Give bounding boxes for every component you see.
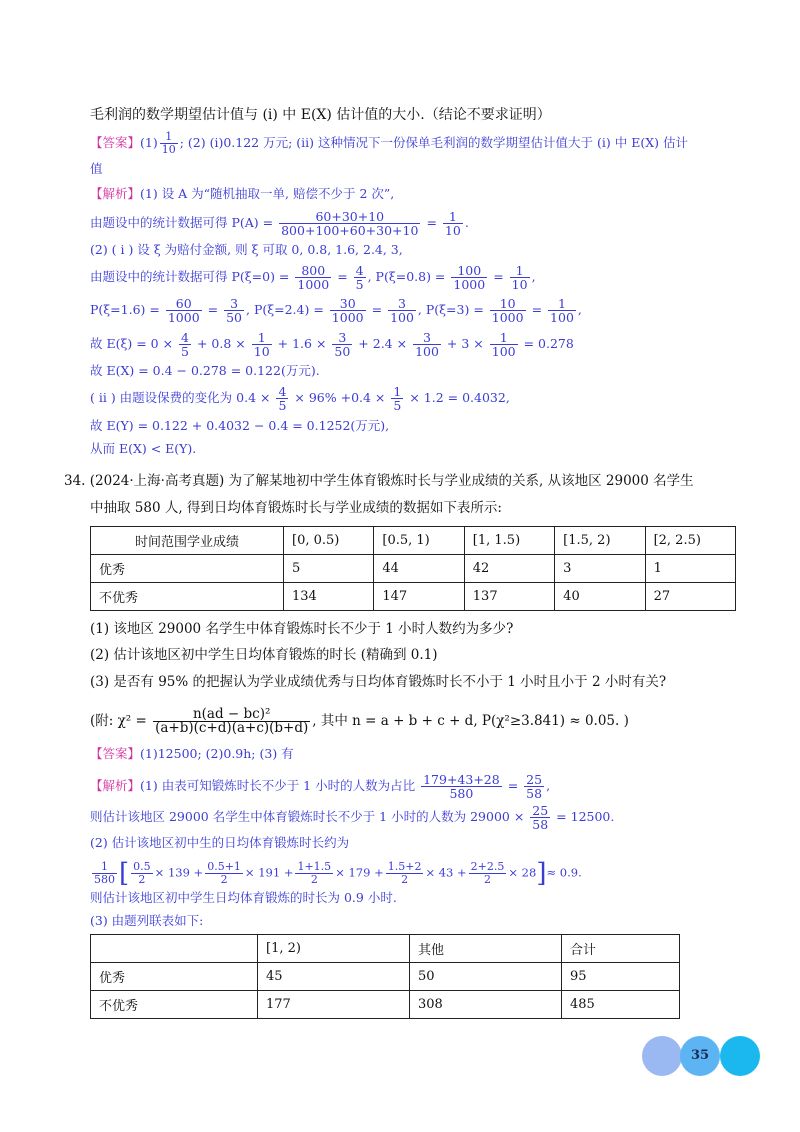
chi-square-reference: (附: χ² = $\frac{\text{n(ad − bc)²}}{(a+b)(c+d)(a+c)(b+d)}$ , 其中 n = a + b + c + d, P(χ²≥3.841) ≈ 0.05. ) [90, 706, 629, 736]
fraction: $\frac{1}{100}$ [491, 330, 516, 359]
solution-line-2: 由题设中的统计数据可得 P(A) = $\frac{60+30+10}{800+100+60+30+10}$ = $\frac{1}{10}$ . [90, 209, 469, 238]
table-header-cell: [1.5, 2) [555, 527, 645, 555]
answer-continuation: 值 [90, 161, 103, 176]
solution-line-8: ( ii ) 由题设保费的变化为 0.4 × $\frac{4}{5}$ × 96% +0.4 × $\frac{1}{5}$ × 1.2 = 0.4032, [90, 384, 510, 413]
solution-line-9: 故 E(Y) = 0.122 + 0.4032 − 0.4 = 0.1252(万元), [90, 418, 390, 433]
fraction: $\frac{4}{5}$ [278, 384, 287, 413]
page-number: 35 [680, 1036, 720, 1076]
table-cell: 308 [410, 991, 562, 1019]
table-cell: 不优秀 [91, 583, 284, 611]
fraction: $\frac{60+30+10}{800+100+60+30+10}$ [281, 209, 419, 238]
table-cell: 1 [645, 555, 735, 583]
solution-line-4: $\frac{1}{580}$ [ $\frac{0.5}{2}$ × 139 + $\frac{0.5+1}{2}$ × 191 + $\frac{1+1.5}{2}$ × 179 + $\frac{1.5+2}{2}$ × 43 + $\frac{2+2.5}{2}$ × 28]≈ 0.9. [94, 858, 582, 889]
fraction: $\frac{25}{58}$ [526, 772, 543, 801]
table-cell: 不优秀 [91, 991, 258, 1019]
fraction: $\frac{1.5+2}{2}$ [387, 860, 422, 886]
table-cell: 优秀 [91, 555, 284, 583]
table-header-cell: 合计 [562, 935, 680, 963]
page-badge-left-circle [642, 1036, 682, 1076]
solution-line-4: 由题设中的统计数据可得 P(ξ=0) = $\frac{800}{1000}$ = $\frac{4}{5}$ , P(ξ=0.8) = $\frac{100}{1000}$ = $\frac{1}{10}$ , [90, 263, 536, 292]
table-cell: 44 [374, 555, 464, 583]
solution-line-5: 则估计该地区初中学生日均体育锻炼的时长为 0.9 小时. [90, 890, 397, 905]
table-header-cell: [1, 1.5) [464, 527, 554, 555]
table-row [91, 555, 736, 583]
question-part-2: (2) 估计该地区初中学生日均体育锻炼的时长 (精确到 0.1) [90, 647, 438, 663]
table-cell: 27 [645, 583, 735, 611]
table-header-cell: [0.5, 1) [374, 527, 464, 555]
fraction: $\frac{1}{580}$ [94, 860, 115, 886]
table-cell: 45 [258, 963, 410, 991]
question-continuation: 毛利润的数学期望估计值与 (i) 中 E(X) 估计值的大小.（结论不要求证明） [90, 107, 551, 123]
table-cell: 137 [464, 583, 554, 611]
solution-line-3: (2) 估计该地区初中生的日均体育锻炼时长约为 [90, 835, 350, 850]
fraction: $\frac{3}{100}$ [415, 330, 439, 359]
fraction: $\frac{10}{1000}$ [491, 296, 524, 325]
question-part-1: (1) 该地区 29000 名学生中体育锻炼时长不少于 1 小时人数约为多少? [90, 621, 514, 637]
fraction: $\frac{3}{50}$ [226, 296, 243, 325]
fraction: $\frac{25}{58}$ [532, 803, 549, 832]
table-header-cell: [1, 2) [258, 935, 410, 963]
table-header-cell: 时间范围学业成绩 [91, 527, 284, 555]
answer-line [90, 745, 294, 763]
table-cell: 95 [562, 963, 680, 991]
table-row [91, 583, 736, 611]
question-34-stem-cont: 中抽取 580 人, 得到日均体育锻炼时长与学业成绩的数据如下表所示: [90, 500, 502, 516]
solution-line-2: 则估计该地区 29000 名学生中体育锻炼时长不少于 1 小时的人数为 29000 × $\frac{25}{58}$ = 12500. [90, 803, 615, 832]
fraction: $\frac{0.5}{2}$ [133, 860, 151, 886]
fraction: $\frac{1}{10}$ [253, 330, 270, 359]
table-header-cell: 其他 [410, 935, 562, 963]
table-row [91, 991, 680, 1019]
fraction: $\frac{3}{100}$ [390, 296, 414, 325]
solution-label: 【解析】 [90, 778, 141, 793]
answer-text: (1)12500; (2)0.9h; (3) 有 [140, 746, 294, 761]
fraction: $\frac{100}{1000}$ [453, 263, 486, 292]
solution-line-3: (2) ( i ) 设 ξ 为赔付金额, 则 ξ 可取 0, 0.8, 1.6, 2.4, 3, [90, 242, 403, 257]
table-cell: 485 [562, 991, 680, 1019]
answer-label: 【答案】 [90, 135, 141, 150]
table-header-row [91, 935, 680, 963]
table-cell: 147 [374, 583, 464, 611]
fraction: $\frac{1+1.5}{2}$ [297, 860, 332, 886]
fraction: $\frac{\text{n(ad − bc)²}}{(a+b)(c+d)(a+c)(b+d)}$ [155, 706, 309, 736]
fraction: $\frac{4}{5}$ [181, 330, 189, 359]
solution-line-1 [90, 185, 394, 203]
solution-line-7: 故 E(X) = 0.4 − 0.278 = 0.122(万元). [90, 363, 320, 378]
fraction: $\frac{60}{1000}$ [167, 296, 200, 325]
table-cell: 优秀 [91, 963, 258, 991]
fraction: $\frac{1}{5}$ [393, 384, 402, 413]
question-part-3: (3) 是否有 95% 的把握认为学业成绩优秀与日均体育锻炼时长不小于 1 小时且小于 2 小时有关? [90, 674, 667, 690]
table-cell: 3 [555, 555, 645, 583]
solution-text: (1) 设 A 为“随机抽取一单, 赔偿不少于 2 次”, [140, 186, 395, 201]
table-cell: 177 [258, 991, 410, 1019]
solution-line-10: 从而 E(X) < E(Y). [90, 441, 197, 456]
answer-line [90, 131, 688, 156]
data-table-1 [90, 526, 736, 611]
fraction: $\frac{4}{5}$ [355, 263, 364, 292]
answer-rest: ; (2) (i)0.122 万元; (ii) 这种情况下一份保单毛利润的数学期望估计值大于 (i) 中 E(X) 估计 [179, 135, 688, 150]
table-header-cell: [2, 2.5) [645, 527, 735, 555]
fraction: $\frac{1}{10}$ [161, 130, 176, 156]
fraction: $\frac{1}{100}$ [550, 296, 574, 325]
fraction: $\frac{800}{1000}$ [297, 263, 330, 292]
table-cell: 42 [464, 555, 554, 583]
question-34-stem: 34. (2024·上海·高考真题) 为了解某地初中学生体育锻炼时长与学业成绩的关系, 从该地区 29000 名学生 [64, 473, 694, 489]
table-row [91, 963, 680, 991]
table-header-cell [91, 935, 258, 963]
fraction: $\frac{3}{50}$ [334, 330, 351, 359]
table-cell: 134 [284, 583, 374, 611]
table-cell: 40 [555, 583, 645, 611]
answer-label: 【答案】 [90, 746, 141, 761]
table-cell: 50 [410, 963, 562, 991]
fraction: $\frac{2+2.5}{2}$ [470, 860, 505, 886]
fraction: $\frac{179+43+28}{580}$ [423, 772, 500, 801]
answer-part1: (1) [140, 135, 158, 150]
fraction: $\frac{1}{10}$ [444, 209, 461, 238]
table-header-cell: [0, 0.5) [284, 527, 374, 555]
fraction: $\frac{0.5+1}{2}$ [207, 860, 241, 886]
solution-line-6: 故 E(ξ) = 0 × $\frac{4}{5}$ + 0.8 × $\frac{1}{10}$ + 1.6 × $\frac{3}{50}$ + 2.4 × $\frac{3}{100}$ + 3 × $\frac{1}{100}$ = 0.278 [90, 330, 574, 359]
solution-line-6: (3) 由题列联表如下: [90, 913, 204, 928]
contingency-table [90, 934, 680, 1019]
table-header-row [91, 527, 736, 555]
page-badge-right-circle [720, 1036, 760, 1076]
table-cell: 5 [284, 555, 374, 583]
solution-line-5: P(ξ=1.6) = $\frac{60}{1000}$ = $\frac{3}{50}$ , P(ξ=2.4) = $\frac{30}{1000}$ = $\frac{3}{100}$ , P(ξ=3) = $\frac{10}{1000}$ = $\frac{1}{100}$ , [90, 296, 582, 325]
solution-label: 【解析】 [90, 186, 141, 201]
fraction: $\frac{1}{10}$ [511, 263, 528, 292]
solution-line-1: 【解析】(1) 由表可知锻炼时长不少于 1 小时的人数为占比 $\frac{179+43+28}{580}$ = $\frac{25}{58}$ , [90, 772, 551, 801]
fraction: $\frac{30}{1000}$ [331, 296, 364, 325]
